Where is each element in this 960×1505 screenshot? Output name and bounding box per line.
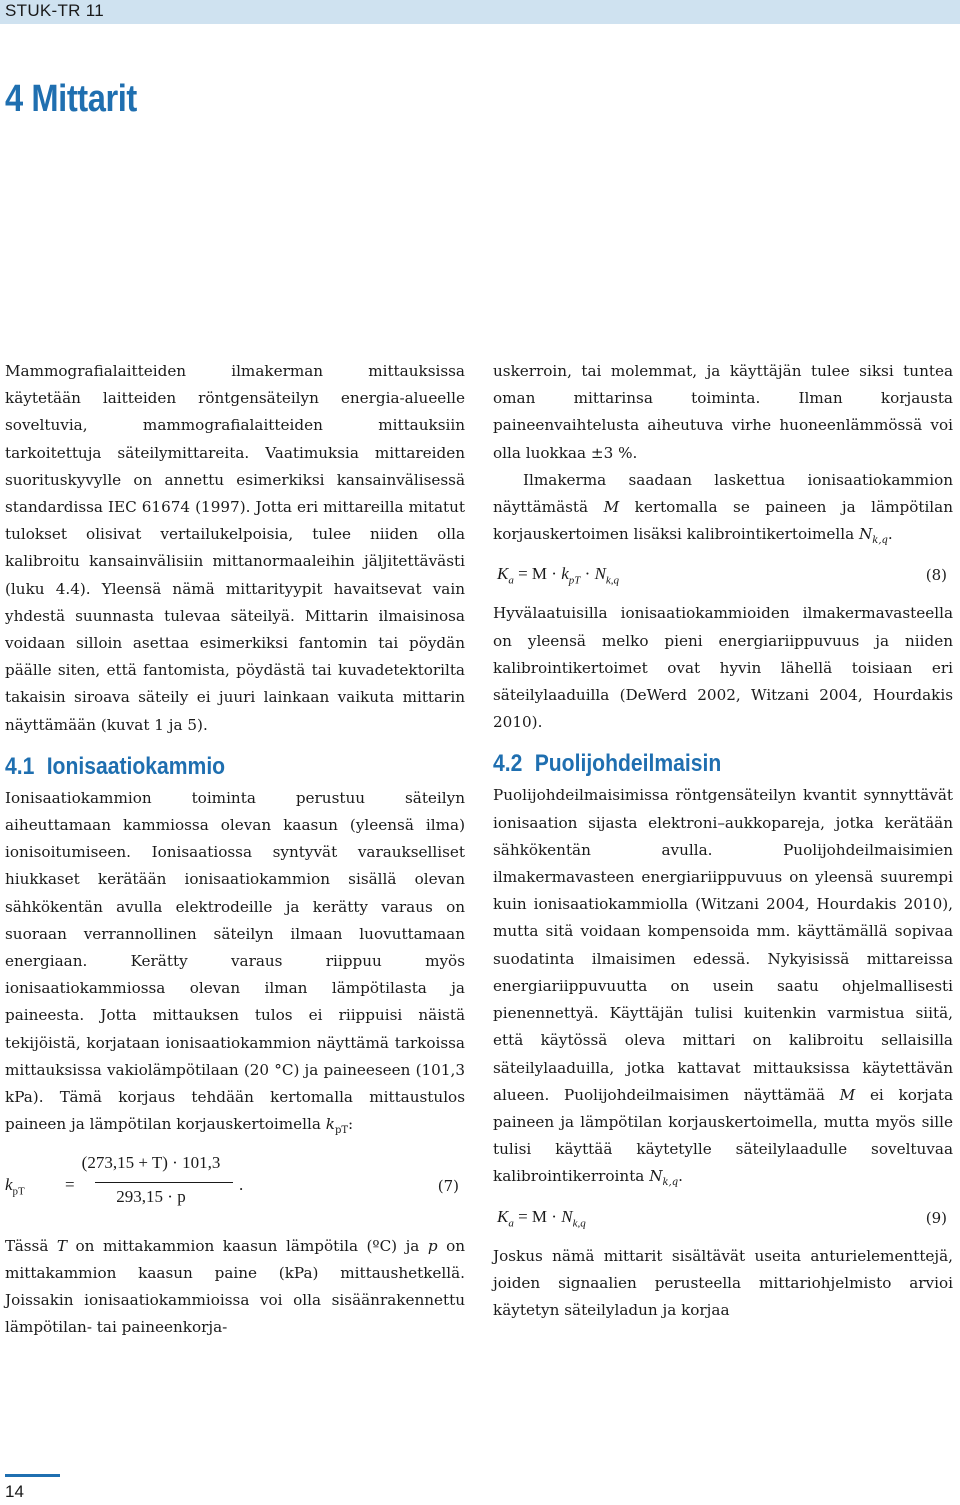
symbol-subscript: pT — [334, 1125, 349, 1137]
continuation-paragraph: uskerroin, tai molemmat, ja käyttäjän tulee siksi tuntea oman mittarinsa toiminta. Ilman korjausta paineenvaihtelusta aiheutuva virhe huoneenlämmössä voi olla luokkaa ±3 %. — [493, 362, 953, 462]
equation-operator: · — [584, 564, 591, 584]
text-segment: Puolijohdeilmaisimissa röntgensäteilyn kvantit synnyttävät ionisaation sijasta elektroni–aukkopareja, jotka kerätään sähkökentän avulla. Puolijohdeilmaisimien ilmakermavasteen energiariippuvuus on yleensä suurempi kuin ionisaatiokammiolla (Witzani 2004, Hourdakis 2010), mutta sitä voidaan kompensoida mm. käyttämällä sopivaa suodatinta ilmaisimen edessä. Nykyisissä mittareissa energiariippuvuutta on usein saatu ohjelmallisesti pienennettyä. Käyttäjän tulisi kuitenkin varmistua siitä, että käytössä oleva mittari on kalibroitu sellaisilla säteilylaaduilla, jotka kattavat mittauksissa käytettävän alueen. Puolijohdeilmaisimen näyttämää — [493, 786, 953, 1104]
subscript: a — [508, 574, 514, 587]
lhs-symbol: k — [5, 1174, 13, 1194]
sensor-elements-paragraph: Joskus nämä mittarit sisältävät useita anturielementtejä, joiden signaalien perusteella mittariohjelmisto arvioi käytetyn säteilyladun ja korjaa — [493, 1246, 953, 1319]
text-segment: ei korjata paineen ja lämpötilan korjauskertoimella, mutta myös sille tulisi käyttää käytetylle säteilylaadulle soveltuvaa kalibrointikerrointa — [493, 1085, 954, 1186]
section-heading-4-1 — [5, 750, 410, 784]
symbol-N: N — [561, 1206, 573, 1226]
chapter-title: 4 Mittarit — [5, 78, 137, 120]
symbol-T: T — [56, 1236, 68, 1255]
section-number: 4.2 — [493, 750, 523, 778]
paragraph-end: : — [348, 1115, 354, 1134]
equation-body — [497, 1207, 586, 1229]
text-segment: Tässä — [5, 1236, 49, 1255]
section-title: Ionisaatiokammio — [46, 752, 226, 780]
fraction-denominator: 293,15 · p — [116, 1186, 186, 1206]
lhs-subscript: pT — [12, 1184, 25, 1197]
fraction-bar — [95, 1182, 233, 1183]
symbol-M: M — [603, 498, 620, 517]
equation-8 — [493, 558, 953, 596]
text-segment: . — [887, 525, 893, 544]
text-segment: . — [678, 1167, 683, 1186]
symbol-subscript: k,q — [662, 1177, 679, 1189]
section-title: Puolijohdeilmaisin — [534, 750, 722, 778]
page-number: 14 — [5, 1482, 24, 1501]
subscript: pT — [568, 574, 581, 587]
equation-7 — [5, 1153, 465, 1223]
section-number: 4.1 — [5, 752, 35, 780]
subscript: k,q — [605, 574, 620, 587]
subscript: a — [508, 1216, 514, 1229]
fraction-numerator: (273,15 + T) · 101,3 — [81, 1152, 221, 1172]
text-segment: kertomalla se paineen ja lämpötilan korjauskertoimen lisäksi kalibrointikertoimella — [493, 498, 954, 544]
equation-body — [497, 564, 619, 586]
symbol-N: N — [858, 525, 873, 544]
text-segment: on mittakammion kaasun lämpötila (ºC) ja — [75, 1236, 420, 1255]
symbol-K: K — [497, 564, 509, 584]
energy-dependence-paragraph: Hyvälaatuisilla ionisaatiokammioiden ilmakermavasteella on yleensä melko pieni energiariippuvuus ja niiden kalibrointikertoimet ovat hyvin lähellä toisiaan eri säteilylaaduilla (DeWerd 2002, Witzani 2004, Hourdakis 2010). — [493, 604, 953, 732]
equals-sign: = — [65, 1174, 75, 1194]
symbol-p: p — [427, 1236, 438, 1255]
text-segment: on mittakammion kaasun paine (kPa) mittaushetkellä. Joissakin ionisaatiokammioissa voi olla sisäänrakennettu lämpötilan- tai paineenkorja- — [5, 1236, 466, 1337]
ionisation-chamber-paragraph — [5, 785, 465, 1145]
symbol-N: N — [594, 564, 606, 584]
equation-period: . — [239, 1174, 244, 1194]
intro-paragraph: Mammografialaitteiden ilmakerman mittauksissa käytetään laitteiden röntgensäteilyn energia-alueelle soveltuvia, mammografialaitteiden mittauksiin tarkoitettuja säteilymittareita. Vaatimuksia mittareiden suorituskyvylle on annettu esimerkiksi kansainvälisessä standardissa IEC 61674 (1997). Jotta eri mittareilla mitatut tulokset olisivat vertailukelpoisia, tulee niiden olla kalibroitu kansainvälisiin mittanormaaleihin jäljitettävästi (luku 4.4). Yleensä nämä mittarityypit havaitsevat vain yhdestä suunnasta tulevaa säteilyä. Mittarin ilmaisinosa voidaan silloin asettaa esimerkiksi fantomin tai pöydän päälle siten, että fantomista, pöydästä tai kuvadetektorilta takaisin siroava säteily ei juuri lainkaan vaikuta mittarin näyttämään (kuvat 1 ja 5). — [5, 362, 465, 734]
running-header-label: STUK-TR 11 — [5, 1, 105, 20]
equation-operator: = M · — [518, 1206, 557, 1226]
equation-number: (7) — [437, 1176, 459, 1195]
definition-paragraph — [5, 1233, 465, 1342]
equation-9 — [493, 1201, 953, 1239]
right-column — [493, 358, 953, 1324]
equation-number: (9) — [925, 1208, 947, 1227]
symbol-subscript: k,q — [872, 535, 888, 547]
symbol-M: M — [839, 1085, 856, 1104]
symbol-K: K — [497, 1206, 509, 1226]
symbol-k: k — [561, 564, 569, 584]
paragraph-text: Ionisaatiokammion toiminta perustuu säteilyn aiheuttamaan kammiossa olevan kaasun (yleensä ilma) ionisoitumiseen. Ionisaatiossa syntyvät varaukselliset hiukkaset kerätään ionisaatiokammion sisällä olevan sähkökentän avulla elektrodeille ja kerätty varaus on suoraan verrannollinen säteilyn ilmaan luovuttamaan energiaan. Kerätty varaus riippuu myös ionisaatiokammiossa olevan ilman lämpötilasta ja paineesta. Jotta mittauksen tulos ei riippuisi näistä tekijöistä, korjataan ionisaatiokammion näyttämä tarkoissa mittauksissa vakiolämpötilaan (20 °C) ja paineeseen (101,3 kPa). Tämä korjaus tehdään kertomalla mittaustulos paineen ja lämpötilan korjauskertoimella — [5, 788, 465, 1134]
air-kerma-paragraph — [493, 467, 953, 555]
symbol: k — [325, 1115, 335, 1134]
subscript: k,q — [572, 1216, 586, 1229]
equation-operator: = M · — [518, 564, 557, 584]
symbol-N: N — [649, 1167, 663, 1186]
semiconductor-paragraph — [493, 782, 953, 1196]
equation-number: (8) — [925, 566, 947, 585]
equation-lhs — [5, 1175, 25, 1197]
section-heading-4-2 — [493, 747, 898, 781]
page-number-rule — [5, 1474, 60, 1477]
running-header-band — [0, 0, 960, 24]
text-segment: Ilmakerma saadaan laskettua ionisaatiokammion näyttämästä — [493, 470, 953, 517]
left-column — [5, 358, 465, 1341]
